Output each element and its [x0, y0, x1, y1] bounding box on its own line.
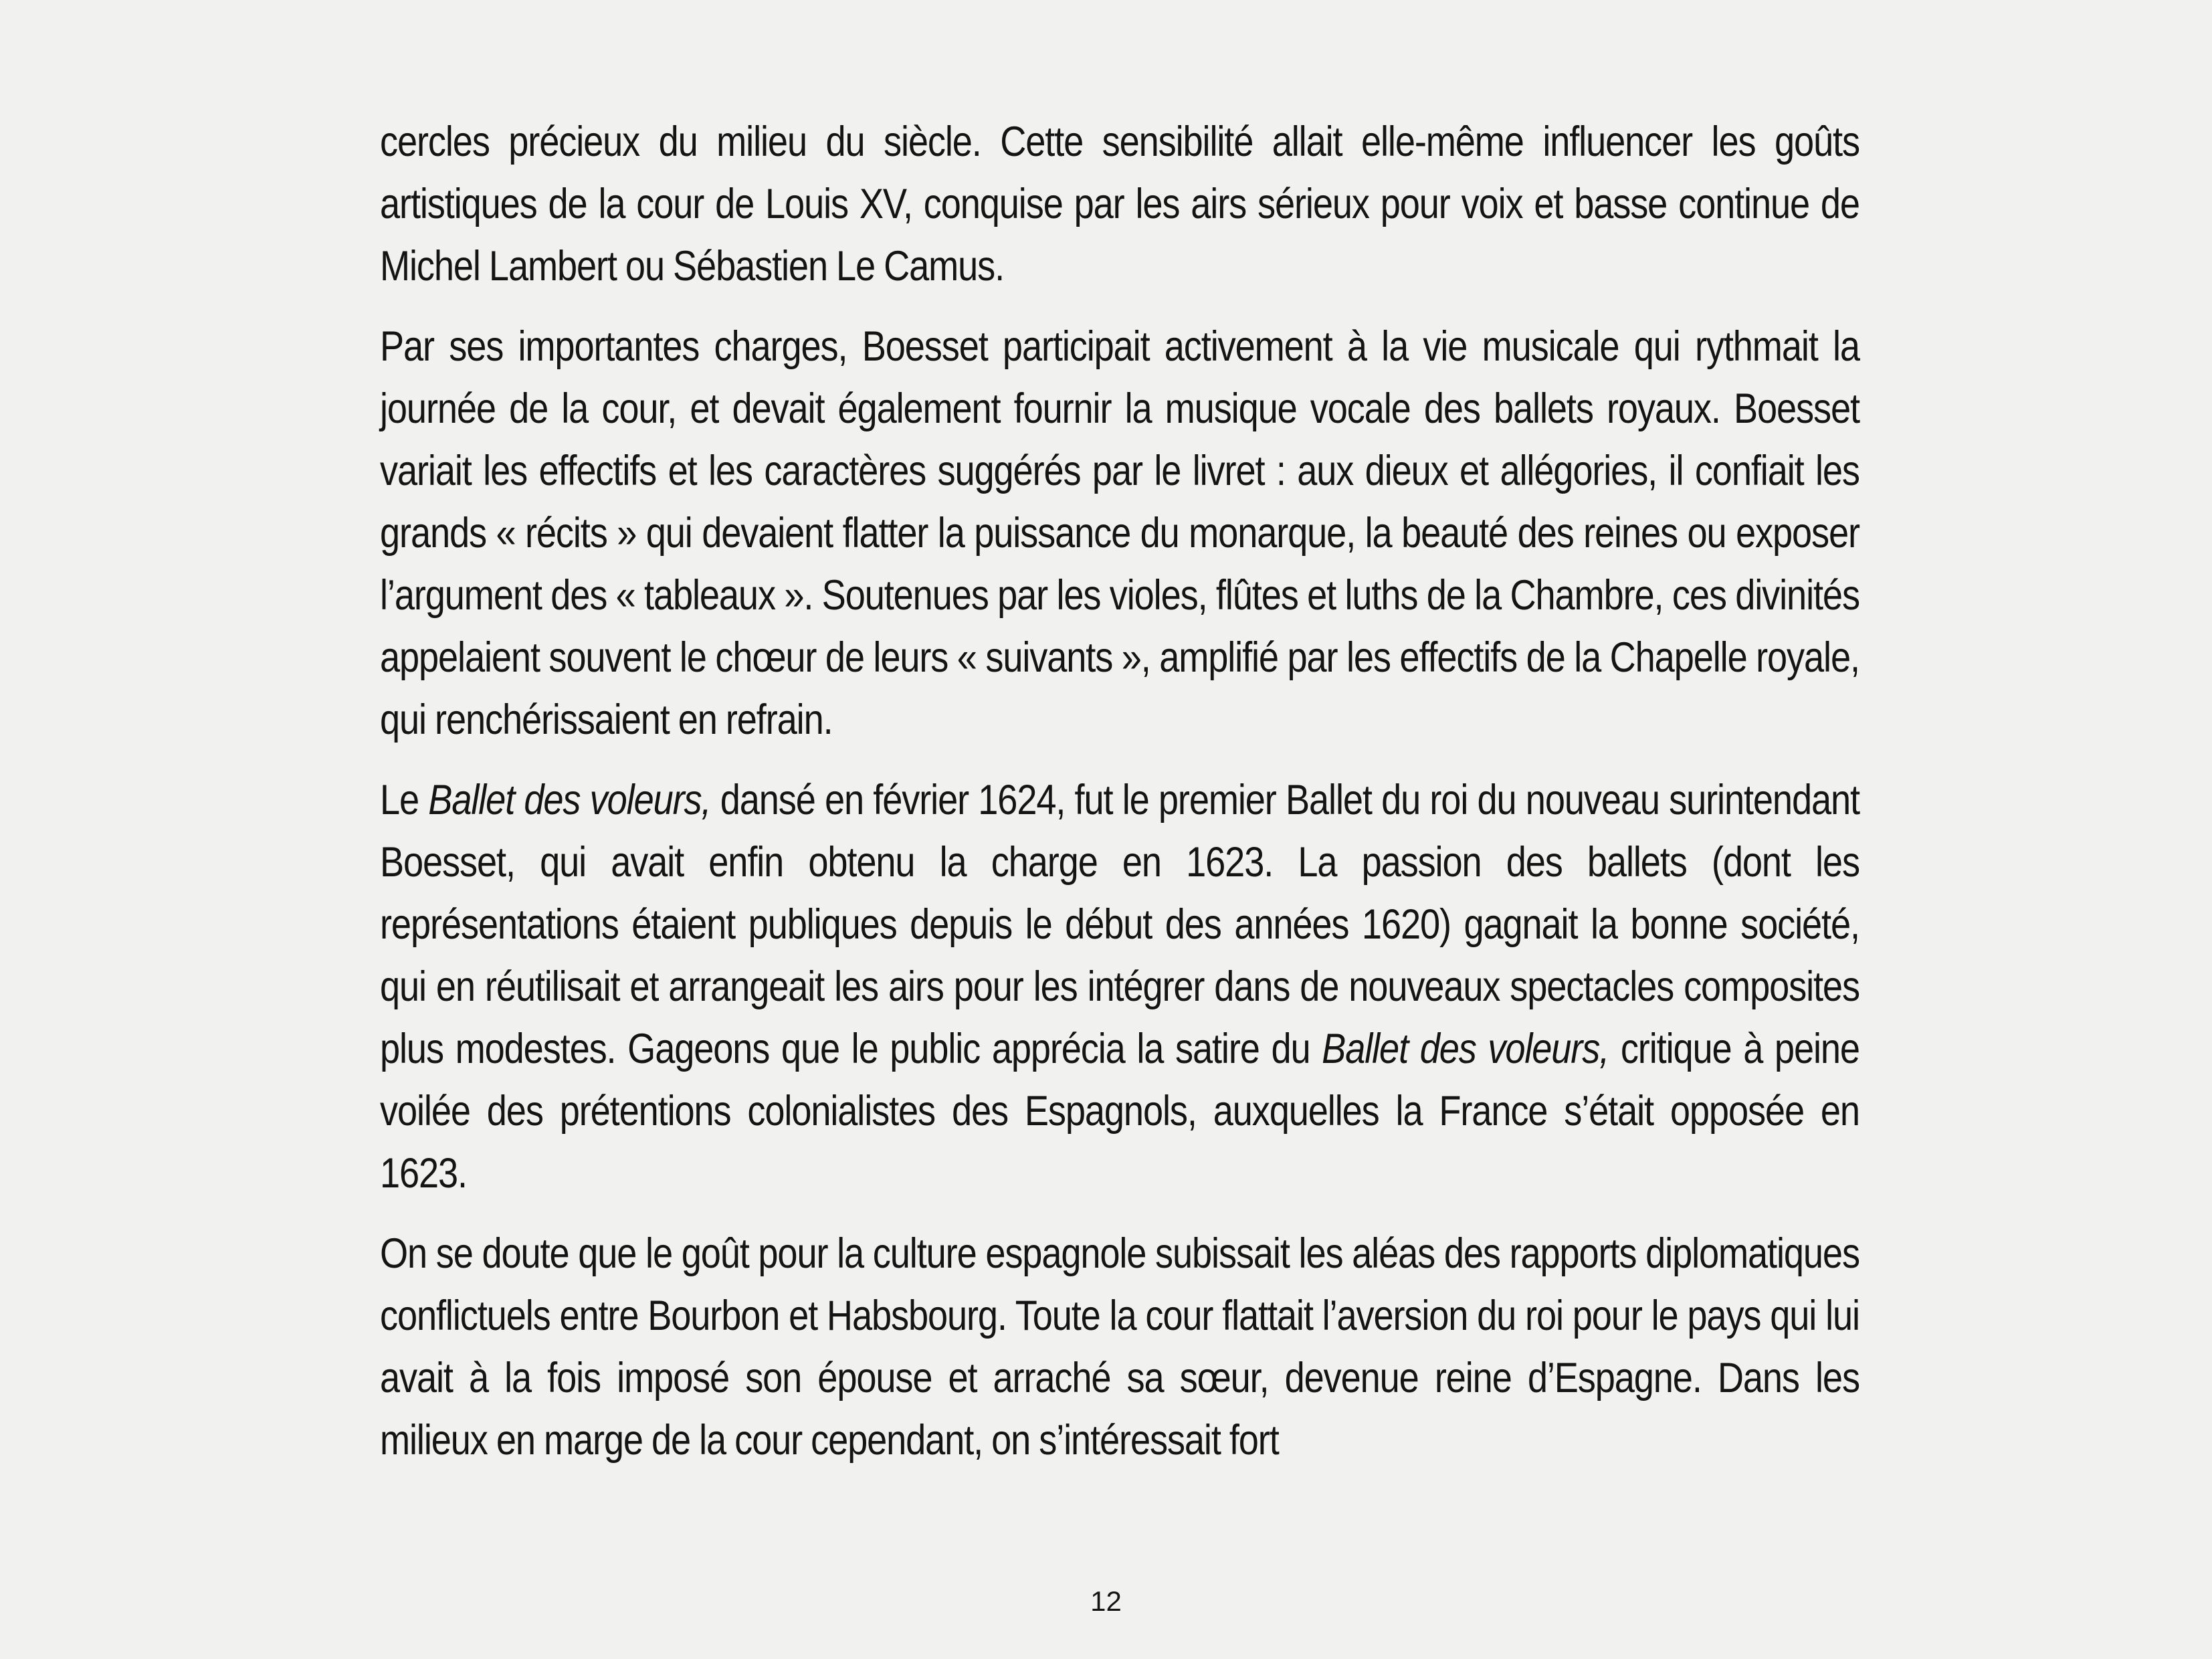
work-title: Ballet des voleurs, — [1322, 1026, 1609, 1072]
page-number: 12 — [1090, 1585, 1122, 1617]
body-text — [380, 111, 1859, 1490]
paragraph-2 — [380, 316, 1859, 751]
paragraph-3 — [380, 769, 1859, 1205]
paragraph-2-text: Par ses importantes charges, Boesset participait activement à la vie musicale qui rythmait la journée de la cour, et devait également fournir la musique vocale des ballets royaux. Boesset variait les effectifs et les caractères suggérés par le livret : aux dieux et allégories, il confiait les grands « récits » qui devaient flatter la puissance du monarque, la beauté des reines ou exposer l’argument des « tableaux ». Soutenues par les violes, flûtes et luths de la Chambre, ces divinités appelaient souvent le chœur de leurs « suivants », amplifié par les effectifs de la Chapelle royale, qui renchérissaient en refrain. — [380, 323, 1859, 743]
paragraph-4-text: On se doute que le goût pour la culture espagnole subissait les aléas des rapports diplomatiques conflictuels entre Bourbon et Habsbourg. Toute la cour flattait l’aversion du roi pour le pays qui lui avait à la fois imposé son épouse et arraché sa sœur, devenue reine d’Espagne. Dans les milieux en marge de la cour cependant, on s’intéressait fort — [380, 1230, 1859, 1464]
paragraph-3-text-start: Le — [380, 777, 429, 823]
paragraph-3-text-end: critique à peine voilée des prétentions colonialistes des Espagnols, auxquelles la France s’était opposée en 1623. — [380, 1026, 1859, 1197]
paragraph-3-text-middle: dansé en février 1624, fut le premier Ballet du roi du nouveau surintendant Boesset, qui avait enfin obtenu la charge en 1623. La passion des ballets (dont les représentations étaient publiques depuis le début des années 1620) gagnait la bonne société, qui en réutilisait et arrangeait les airs pour les intégrer dans de nouveaux spectacles composites plus modestes. Gageons que le public apprécia la satire du — [380, 777, 1859, 1072]
paragraph-1 — [380, 111, 1859, 298]
paragraph-1-text: cercles précieux du milieu du siècle. Cette sensibilité allait elle-même influencer les goûts artistiques de la cour de Louis XV, conquise par les airs sérieux pour voix et basse continue de Michel Lambert ou Sébastien Le Camus. — [380, 118, 1859, 290]
work-title: Ballet des voleurs, — [428, 777, 711, 823]
paragraph-4 — [380, 1223, 1859, 1472]
